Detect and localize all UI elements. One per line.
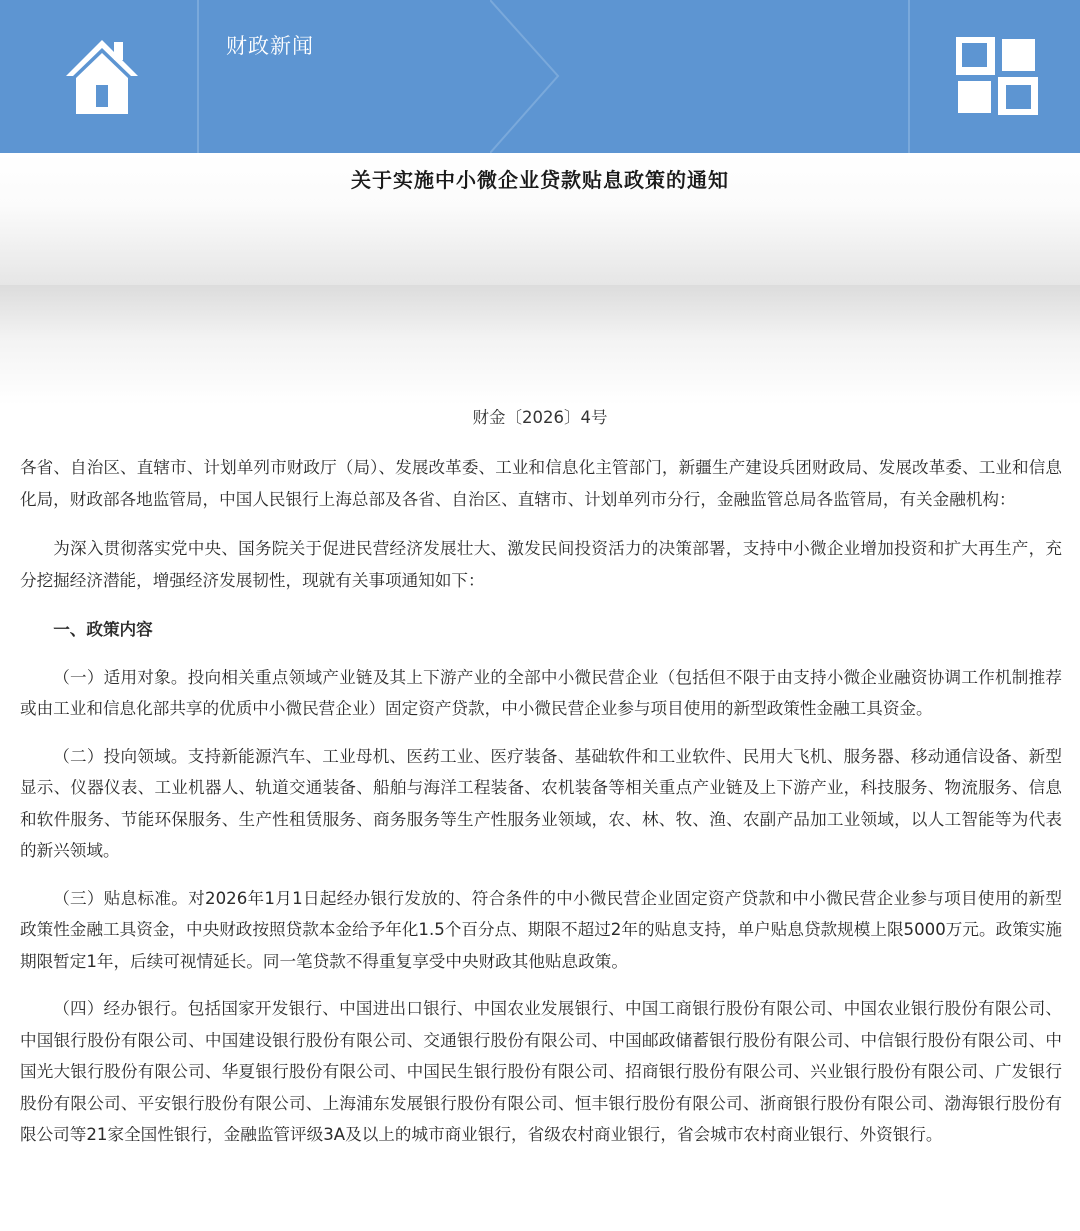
policy-item: （二）投向领域。支持新能源汽车、工业母机、医药工业、医疗装备、基础软件和工业软件、民用大飞机、服务器、移动通信设备、新型显示、仪器仪表、工业机器人、轨道交通装备、船舶与海洋工程装备、农机装备等相关重点产业链及上下游产业，科技服务、物流服务、信息和软件服务、节能环保服务、生产性租赁服务、商务服务等生产性服务业领域，农、林、牧、渔、农副产品加工业领域，以人工智能等为代表的新兴领域。 [20,746,1062,860]
menu-grid-button[interactable] [956,37,1038,115]
addressee-paragraph: 各省、自治区、直辖市、计划单列市财政厅（局）、发展改革委、工业和信息化主管部门，新疆生产建设兵团财政局、发展改革委、工业和信息化局，财政部各地监管局，中国人民银行上海总部及各省、自治区、直辖市、计划单列市分行，金融监管总局各监管局，有关金融机构： [20,458,1062,509]
header-divider [197,0,199,153]
document-number: 财金〔2026〕4号 [472,408,608,427]
document-body [20,452,1062,1167]
chevron-decoration-icon [490,0,570,153]
policy-item: （一）适用对象。投向相关重点领域产业链及其上下游产业的全部中小微民营企业（包括但不限于由支持小微企业融资协调工作机制推荐或由工业和信息化部共享的优质中小微民营企业）固定资产贷款，中小微民营企业参与项目使用的新型政策性金融工具资金。 [20,667,1062,718]
home-button[interactable] [62,36,142,116]
policy-item: （三）贴息标准。对2026年1月1日起经办银行发放的、符合条件的中小微民营企业固定资产贷款和中小微民营企业参与项目使用的新型政策性金融工具资金，中央财政按照贷款本金给予年化1.5个百分点、期限不超过2年的贴息支持，单户贴息贷款规模上限5000万元。政策实施期限暂定1年，后续可视情延长。同一笔贷款不得重复享受中央财政其他贴息政策。 [20,888,1062,971]
section-heading: 一、政策内容 [53,620,153,639]
grid-icon [956,37,1038,115]
header-bar [0,0,1080,153]
header-divider [908,0,910,153]
section-title[interactable]: 财政新闻 [226,34,314,58]
separator-band [0,285,1080,405]
document-title: 关于实施中小微企业贷款贴息政策的通知 [351,168,729,192]
home-icon [62,36,142,116]
policy-item: （四）经办银行。包括国家开发银行、中国进出口银行、中国农业发展银行、中国工商银行股份有限公司、中国农业银行股份有限公司、中国银行股份有限公司、中国建设银行股份有限公司、交通银行股份有限公司、中国邮政储蓄银行股份有限公司、中信银行股份有限公司、中国光大银行股份有限公司、华夏银行股份有限公司、中国民生银行股份有限公司、招商银行股份有限公司、兴业银行股份有限公司、广发银行股份有限公司、平安银行股份有限公司、上海浦东发展银行股份有限公司、恒丰银行股份有限公司、浙商银行股份有限公司、渤海银行股份有限公司等21家全国性银行，金融监管评级3A及以上的城市商业银行，省级农村商业银行，省会城市农村商业银行、外资银行。 [20,999,1062,1144]
intro-paragraph: 为深入贯彻落实党中央、国务院关于促进民营经济发展壮大、激发民间投资活力的决策部署，支持中小微企业增加投资和扩大再生产，充分挖掘经济潜能，增强经济发展韧性，现就有关事项通知如下： [20,539,1062,590]
